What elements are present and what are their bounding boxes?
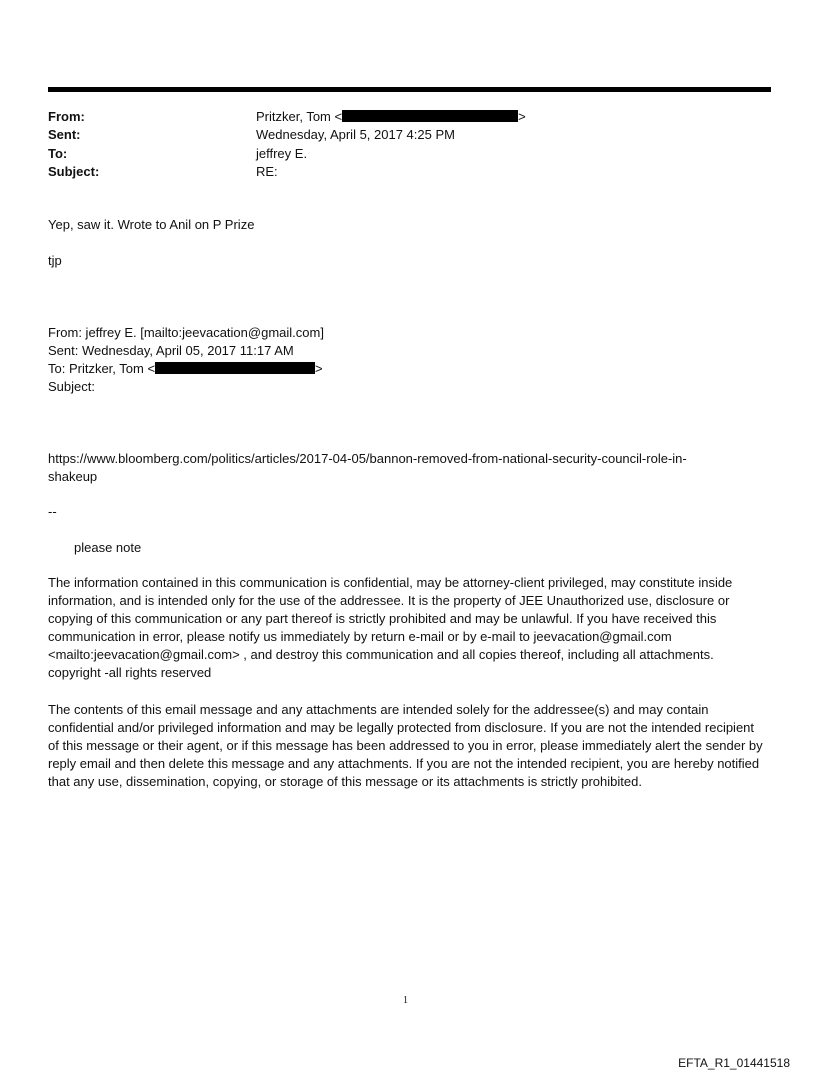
signature: tjp xyxy=(48,253,62,268)
from-value xyxy=(256,108,526,126)
from-close: > xyxy=(518,109,526,124)
from-name: Pritzker, Tom < xyxy=(256,109,343,124)
please-note: please note xyxy=(74,540,142,555)
reply-text: Yep, saw it. Wrote to Anil on P Prize xyxy=(48,217,255,232)
subject-value: RE: xyxy=(256,164,278,179)
sent-value: Wednesday, April 5, 2017 4:25 PM xyxy=(256,127,455,142)
article-link-line2[interactable]: shakeup xyxy=(48,469,98,484)
redaction-block xyxy=(155,362,315,374)
redaction-block xyxy=(342,110,518,122)
quoted-to xyxy=(48,360,323,378)
quoted-to-suffix: > xyxy=(315,361,323,376)
quoted-subject: Subject: xyxy=(48,379,95,394)
to-label: To: xyxy=(48,146,68,161)
from-label: From: xyxy=(48,109,85,124)
quoted-sent: Sent: Wednesday, April 05, 2017 11:17 AM xyxy=(48,343,294,358)
disclaimer-paragraph-1: The information contained in this communication is confidential, may be attorney-client privileged, may constitute inside information, and is intended only for the use of the addressee. It is the property of JEE Unauthorized use, disclosure or copying of this communication or any part thereof is strictly prohibited and may be unlawful. If you have received this communication in error, please notify us immediately by return e-mail or by e-mail to jeevacation@gmail.com <mailto:jeevacation@gmail.com> , and destroy this communication and all copies thereof, including all attachments. copyright -all rights reserved xyxy=(48,575,733,680)
sent-label: Sent: xyxy=(48,127,81,142)
header-divider xyxy=(48,87,771,92)
disclaimer-paragraph-2: The contents of this email message and any attachments are intended solely for the addressee(s) and may contain confidential and/or privileged information and may be legally protected from disclosure. If you are not the intended recipient of this message or their agent, or if this message has been addressed to you in error, please immediately alert the sender by reply email and then delete this message and any attachments. If you are not the intended recipient, you are hereby notified that any use, dissemination, copying, or storage of this message or its attachments is strictly prohibited. xyxy=(48,702,763,789)
signature-separator: -- xyxy=(48,504,57,519)
to-value: jeffrey E. xyxy=(256,146,308,161)
subject-label: Subject: xyxy=(48,164,100,179)
quoted-to-prefix: To: Pritzker, Tom < xyxy=(48,361,156,376)
document-id: EFTA_R1_01441518 xyxy=(678,1056,790,1070)
quoted-from: From: jeffrey E. [mailto:jeevacation@gmail.com] xyxy=(48,325,324,340)
page-number: 1 xyxy=(403,995,408,1006)
article-link-line1[interactable]: https://www.bloomberg.com/politics/articles/2017-04-05/bannon-removed-from-national-security-council-role-in- xyxy=(48,451,687,466)
